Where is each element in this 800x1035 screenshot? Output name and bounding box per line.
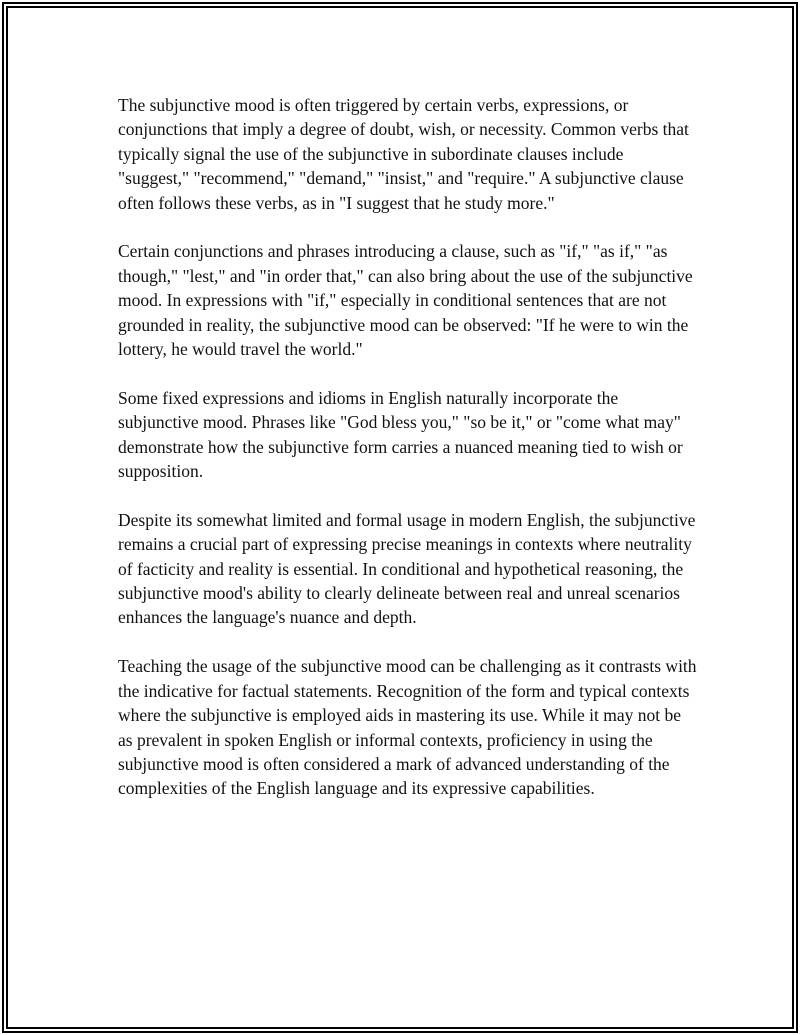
paragraph-5: Teaching the usage of the subjunctive mood can be challenging as it contrasts with the indicative for factual statements. Recognition of the form and typical contexts where the subjunctive is employed aids in mastering its use. While it may not be as prevalent in spoken English or informal contexts, proficiency in using the subjunctive mood is often considered a mark of advanced understanding of the complexities of the English language and its expressive capabilities. [118,656,697,799]
paragraph-4: Despite its somewhat limited and formal usage in modern English, the subjunctive remains a crucial part of expressing precise meanings in contexts where neutrality of facticity and reality is essential. In conditional and hypothetical reasoning, the subjunctive mood's ability to clearly delineate between real and unreal scenarios enhances the language's nuance and depth. [118,509,696,628]
paragraph-2: Certain conjunctions and phrases introducing a clause, such as "if," "as if," "as though," "lest," and "in order that," can also bring about the use of the subjunctive mood. In expressions with "if," especially in conditional sentences that are not grounded in reality, the subjunctive mood can be observed: "If he were to win the lottery, he would travel the world." [118,241,693,360]
document-body [118,93,698,825]
paragraph-1: The subjunctive mood is often triggered by certain verbs, expressions, or conjunctions that imply a degree of doubt, wish, or necessity. Common verbs that typically signal the use of the subjunctive in subordinate clauses include "suggest," "recommend," "demand," "insist," and "require." A subjunctive clause often follows these verbs, as in "I suggest that he study more." [118,95,689,213]
paragraph-3: Some fixed expressions and idioms in English naturally incorporate the subjunctive mood. Phrases like "God bless you," "so be it," or "come what may" demonstrate how the subjunctive form carries a nuanced meaning tied to wish or supposition. [118,387,683,482]
